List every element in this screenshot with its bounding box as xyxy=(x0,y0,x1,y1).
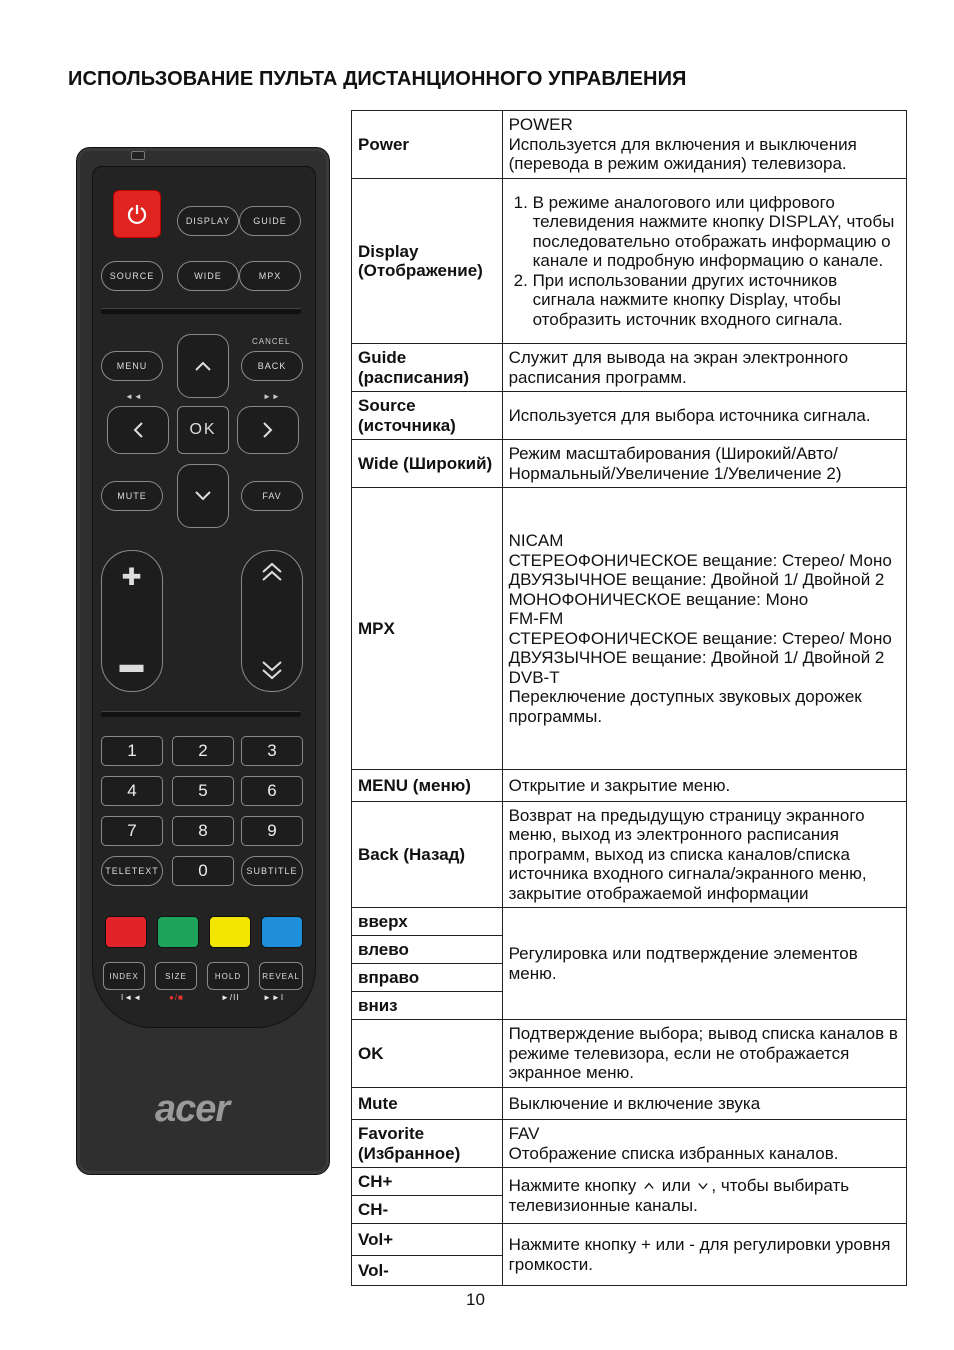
table-row xyxy=(352,1020,907,1088)
row-name-ch-minus: CH- xyxy=(352,1196,503,1224)
chevron-down-icon xyxy=(698,1181,708,1191)
row-desc-ok: Подтверждение выбора; вывод списка каналов в режиме телевизора, если не отображается экранное меню. xyxy=(502,1020,906,1088)
blue-button xyxy=(261,916,303,948)
down-arrow-button xyxy=(177,464,229,528)
list-item: 2. При использовании других источников сигнала нажмите кнопку Display, чтобы отобразить источник входного сигнала. xyxy=(533,271,900,330)
row-name-power: Power xyxy=(352,111,503,179)
chevron-right-icon xyxy=(262,421,274,439)
index-button: INDEX xyxy=(103,962,145,990)
desc-line: СТЕРЕОФОНИЧЕСКОЕ вещание: Стерео/ Моно xyxy=(508,550,892,570)
forward-label: ►► xyxy=(263,392,281,401)
reveal-button: REVEAL xyxy=(259,962,303,990)
desc-line: Переключение доступных звуковых дорожек программы. xyxy=(508,687,862,726)
table-row xyxy=(352,179,907,344)
cancel-label: CANCEL xyxy=(252,337,291,346)
desc-line: Используется для включения и выключения (перевода в режим ожидания) телевизора. xyxy=(508,134,857,174)
mpx-button: MPX xyxy=(239,261,301,291)
remote-control-illustration xyxy=(76,147,330,1175)
volume-rocker xyxy=(101,550,163,692)
ok-button: OK xyxy=(177,406,229,454)
fav-button: FAV xyxy=(241,481,303,511)
table-row xyxy=(352,344,907,392)
wide-button: WIDE xyxy=(177,261,239,291)
row-name-vol-plus: Vol+ xyxy=(352,1224,503,1256)
desc-line: FAV xyxy=(508,1124,540,1143)
row-desc-wide: Режим масштабирования (Широкий/Авто/ Нормальный/Увеличение 1/Увеличение 2) xyxy=(502,440,906,488)
row-name-display: Display (Отображение) xyxy=(352,179,503,344)
row-name-wide: Wide (Широкий) xyxy=(352,440,503,488)
row-desc-guide: Служит для вывода на экран электронного расписания программ. xyxy=(502,344,906,392)
red-button xyxy=(105,916,147,948)
back-button: BACK xyxy=(241,351,303,381)
teletext-button: TELETEXT xyxy=(101,856,163,886)
row-name-source: Source (источника) xyxy=(352,392,503,440)
desc-line: ДВУЯЗЫЧНОЕ вещание: Двойной 1/ Двойной 2 xyxy=(508,648,885,667)
up-arrow-button xyxy=(177,334,229,398)
size-button: SIZE xyxy=(155,962,197,990)
divider xyxy=(101,308,301,314)
row-desc-vol: Нажмите кнопку + или - для регулировки уровня громкости. xyxy=(502,1224,906,1286)
minus-icon: ▬ xyxy=(119,651,145,678)
play-pause-label: ►/II xyxy=(221,993,240,1002)
desc-line: МОНОФОНИЧЕСКОЕ вещание: Моно xyxy=(508,589,809,609)
mute-button: MUTE xyxy=(101,481,163,511)
guide-button: GUIDE xyxy=(239,206,301,236)
double-chevron-up-icon xyxy=(260,561,284,583)
row-desc-nav: Регулировка или подтверждение элементов меню. xyxy=(502,908,906,1020)
desc-text: или xyxy=(661,1176,691,1195)
left-arrow-button xyxy=(107,406,169,454)
power-icon xyxy=(126,203,148,225)
row-name-back: Back (Назад) xyxy=(352,802,503,908)
row-name-guide: Guide (расписания) xyxy=(352,344,503,392)
desc-text: Нажмите кнопку xyxy=(508,1176,637,1195)
rewind-label: ◄◄ xyxy=(125,392,143,401)
row-name-left: влево xyxy=(352,936,503,964)
button-description-table xyxy=(351,110,907,1286)
desc-line: FM-FM xyxy=(508,609,564,628)
record-stop-label: ●/■ xyxy=(169,993,184,1002)
table-row xyxy=(352,392,907,440)
table-row xyxy=(352,908,907,936)
subtitle-button: SUBTITLE xyxy=(241,856,303,886)
chevron-up-icon xyxy=(644,1181,654,1191)
row-desc-favorite xyxy=(502,1120,906,1168)
table-row xyxy=(352,1224,907,1256)
digit-8-button: 8 xyxy=(172,816,234,846)
digit-9-button: 9 xyxy=(241,816,303,846)
table-row xyxy=(352,440,907,488)
desc-line: Отображение списка избранных каналов. xyxy=(508,1143,839,1163)
row-desc-menu: Открытие и закрытие меню. xyxy=(502,770,906,802)
digit-6-button: 6 xyxy=(241,776,303,806)
row-desc-mute: Выключение и включение звука xyxy=(502,1088,906,1120)
menu-button: MENU xyxy=(101,351,163,381)
table-row xyxy=(352,1168,907,1196)
row-name-mpx: MPX xyxy=(352,488,503,770)
digit-7-button: 7 xyxy=(101,816,163,846)
power-button xyxy=(113,190,161,238)
ir-window xyxy=(131,151,145,160)
list-item: 1. В режиме аналогового или цифрового телевидения нажмите кнопку DISPLAY, чтобы последовательно отображать информацию о канале и подробную информацию о канале. xyxy=(533,193,900,271)
table-row xyxy=(352,802,907,908)
row-name-favorite: Favorite (Избранное) xyxy=(352,1120,503,1168)
row-name-ok: OK xyxy=(352,1020,503,1088)
row-desc-source: Используется для выбора источника сигнала. xyxy=(502,392,906,440)
digit-4-button: 4 xyxy=(101,776,163,806)
chevron-left-icon xyxy=(132,421,144,439)
green-button xyxy=(157,916,199,948)
row-name-right: вправо xyxy=(352,964,503,992)
prev-label: I◄◄ xyxy=(121,993,143,1002)
desc-line: NICAM xyxy=(508,531,564,550)
digit-3-button: 3 xyxy=(241,736,303,766)
double-chevron-down-icon xyxy=(260,659,284,681)
display-button: DISPLAY xyxy=(177,206,239,236)
desc-line: ДВУЯЗЫЧНОЕ вещание: Двойной 1/ Двойной 2 xyxy=(508,570,885,589)
desc-line: DVB-T xyxy=(508,667,560,687)
row-desc-power xyxy=(502,111,906,179)
yellow-button xyxy=(209,916,251,948)
channel-rocker xyxy=(241,550,303,692)
row-desc-back: Возврат на предыдущую страницу экранного меню, выход из электронного расписания программ, выход из списка каналов/списка источника входного сигнала/экранного меню, закрытие отображаемой информации xyxy=(502,802,906,908)
row-desc-ch xyxy=(502,1168,906,1224)
desc-text: , чтобы выбирать телевизионные каналы. xyxy=(508,1176,850,1215)
chevron-down-icon xyxy=(194,490,212,502)
table-row xyxy=(352,1120,907,1168)
hold-button: HOLD xyxy=(207,962,249,990)
digit-0-button: 0 xyxy=(172,856,234,886)
row-desc-mpx xyxy=(502,488,906,770)
plus-icon: ✚ xyxy=(121,564,143,591)
divider xyxy=(101,711,301,717)
row-name-mute: Mute xyxy=(352,1088,503,1120)
chevron-up-icon xyxy=(194,360,212,372)
table-row xyxy=(352,1088,907,1120)
source-button: SOURCE xyxy=(101,261,163,291)
page-title: ИСПОЛЬЗОВАНИЕ ПУЛЬТА ДИСТАНЦИОННОГО УПРАВЛЕНИЯ xyxy=(68,68,687,90)
page-number: 10 xyxy=(466,1290,485,1309)
table-row xyxy=(352,488,907,770)
desc-line: СТЕРЕОФОНИЧЕСКОЕ вещание: Стерео/ Моно xyxy=(508,628,892,648)
digit-5-button: 5 xyxy=(172,776,234,806)
row-name-vol-minus: Vol- xyxy=(352,1256,503,1286)
next-label: ►►I xyxy=(263,993,285,1002)
digit-1-button: 1 xyxy=(101,736,163,766)
desc-line: POWER xyxy=(508,115,573,135)
acer-logo: acer xyxy=(155,1088,230,1130)
table-row xyxy=(352,111,907,179)
row-name-ch-plus: CH+ xyxy=(352,1168,503,1196)
digit-2-button: 2 xyxy=(172,736,234,766)
row-name-down: вниз xyxy=(352,992,503,1020)
right-arrow-button xyxy=(237,406,299,454)
table-row xyxy=(352,770,907,802)
row-name-menu: MENU (меню) xyxy=(352,770,503,802)
row-name-up: вверх xyxy=(352,908,503,936)
row-desc-display xyxy=(502,179,906,344)
